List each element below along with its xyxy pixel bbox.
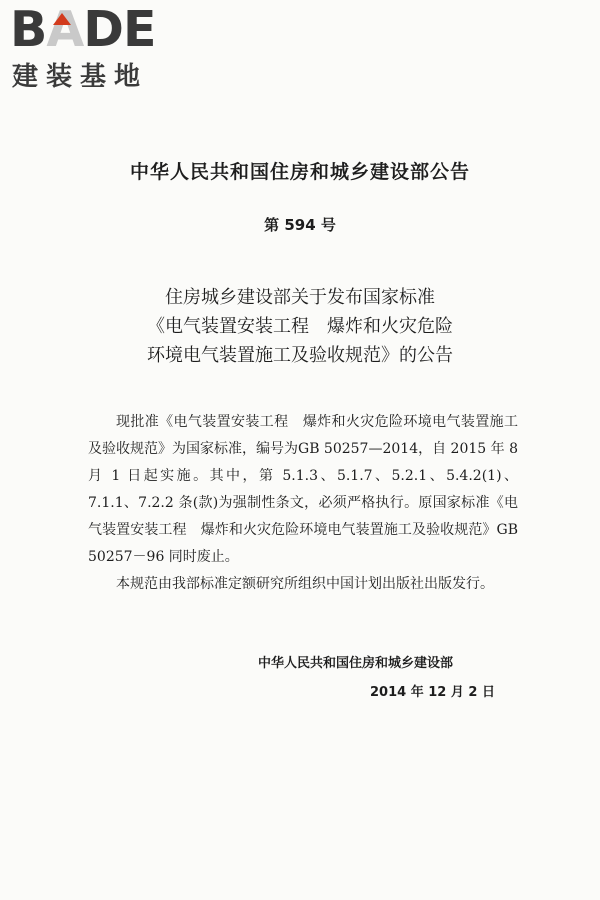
subtitle-line: 环境电气装置施工及验收规范》的公告 [147,345,453,366]
notice-subtitle [0,283,600,370]
bade-logo [10,1,180,94]
subtitle-line: 《电气装置安装工程 爆炸和火灾危险 [147,316,453,337]
body-paragraph: 现批准《电气装置安装工程 爆炸和火灾危险环境电气装置施工及验收规范》为国家标准，编号为GB 50257—2014，自 2015 年 8 月 1 日起实施。其中，第 5.1.3、5.1.7、5.2.1、5.4.2(1)、7.1.1、7.2.2 条(款)为强制性条文，必须严格执行。原国家标准《电气装置安装工程 爆炸和火灾危险环境电气装置施工及验收规范》GB 50257－96 同时废止。 [88,414,518,565]
notice-body [88,409,518,598]
logo-wordmark: BADE [10,1,156,58]
signature-date: 2014 年 12 月 2 日 [370,685,495,700]
subtitle-line: 住房城乡建设部关于发布国家标准 [165,287,435,308]
logo-accent-triangle [53,13,71,25]
body-paragraph: 本规范由我部标准定额研究所组织中国计划出版社出版发行。 [116,576,494,592]
logo-chinese-name: 建装基地 [12,62,149,92]
signature-organization: 中华人民共和国住房和城乡建设部 [258,656,454,671]
notice-title: 中华人民共和国住房和城乡建设部公告 [129,161,470,183]
notice-number: 第 594 号 [264,216,336,234]
